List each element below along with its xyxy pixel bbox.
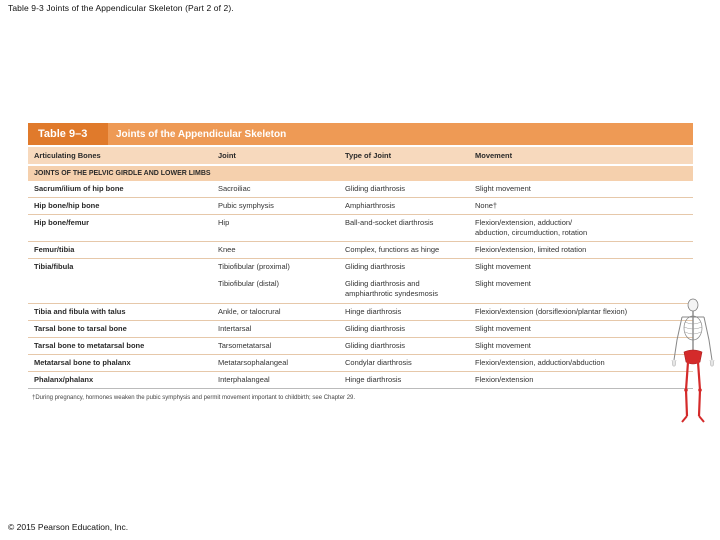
cell-type: Gliding diarthrosis [345,341,406,350]
cell-type [345,279,475,298]
cell-movement: Slight movement [475,262,531,271]
cell-type-line-2: amphiarthrotic syndesmosis [345,288,438,298]
skeleton-lower-limb-highlight-icon [670,298,716,426]
cell-joint: Intertarsal [218,324,252,333]
cell-joint: Hip [218,218,230,227]
cell-movement-line-1: Flexion/extension, adduction/ [475,218,573,227]
cell-bones: Hip bone/femur [34,218,90,227]
cell-bones: Tibia and fibula with talus [34,307,126,316]
copyright: © 2015 Pearson Education, Inc. [8,522,129,532]
column-header-row [28,147,693,164]
cell-movement: None† [475,201,498,210]
cell-joint: Pubic symphysis [218,201,274,210]
table-row [28,242,693,259]
table-row [28,259,693,276]
cell-joint: Tarsometatarsal [218,341,272,350]
table-row [28,181,693,198]
cell-joint: Knee [218,245,236,254]
cell-bones: Hip bone/hip bone [34,201,100,210]
cell-type-line-1: Gliding diarthrosis and [345,279,420,288]
cell-joint: Sacroiliac [218,184,251,193]
cell-movement: Slight movement [475,324,531,333]
cell-type: Gliding diarthrosis [345,324,406,333]
cell-movement: Flexion/extension [475,375,534,384]
cell-joint: Tibiofibular (proximal) [218,262,290,271]
table-body [28,181,693,389]
cell-joint: Tibiofibular (distal) [218,279,279,288]
cell-bones: Tarsal bone to metatarsal bone [34,341,145,350]
cell-movement: Slight movement [475,184,531,193]
cell-bones: Femur/tibia [34,245,75,254]
slide-title: Table 9-3 Joints of the Appendicular Skeleton (Part 2 of 2). [8,3,234,13]
cell-bones: Phalanx/phalanx [34,375,94,384]
table-header-bar [28,123,693,145]
cell-bones: Tarsal bone to tarsal bone [34,324,127,333]
cell-movement: Flexion/extension (dorsiflexion/plantar flexion) [475,307,628,316]
cell-movement: Slight movement [475,341,531,350]
section-heading: JOINTS OF THE PELVIC GIRDLE AND LOWER LIMBS [28,166,693,181]
cell-type: Amphiarthrosis [345,201,396,210]
cell-movement: Slight movement [475,279,531,288]
cell-type: Hinge diarthrosis [345,307,402,316]
column-header-type: Type of Joint [345,151,392,160]
table-footnote: †During pregnancy, hormones weaken the pubic symphysis and permit movement important to childbirth; see Chapter 29. [32,395,356,401]
cell-type: Condylar diarthrosis [345,358,412,367]
cell-bones: Metatarsal bone to phalanx [34,358,131,367]
table-row [28,355,693,372]
table-row [28,321,693,338]
table-row [28,276,693,304]
cell-movement: Flexion/extension, limited rotation [475,245,587,254]
cell-type: Hinge diarthrosis [345,375,402,384]
cell-type: Complex, functions as hinge [345,245,440,254]
table-number: Table 9–3 [28,123,108,145]
table-row [28,198,693,215]
cell-movement: Flexion/extension, adduction/abduction [475,358,605,367]
joints-table [28,123,693,413]
cell-bones: Tibia/fibula [34,262,74,271]
cell-joint: Ankle, or talocrural [218,307,281,316]
column-header-movement: Movement [475,151,513,160]
table-title: Joints of the Appendicular Skeleton [116,128,287,140]
cell-type: Gliding diarthrosis [345,262,406,271]
cell-type: Ball-and-socket diarthrosis [345,218,434,227]
cell-bones: Sacrum/ilium of hip bone [34,184,124,193]
cell-joint: Interphalangeal [218,375,270,384]
table-row [28,338,693,355]
column-header-bones: Articulating Bones [34,151,101,160]
cell-joint: Metatarsophalangeal [218,358,289,367]
table-row [28,304,693,321]
cell-movement-line-2: abduction, circumduction, rotation [475,227,588,237]
cell-type: Gliding diarthrosis [345,184,406,193]
table-row [28,215,693,242]
cell-movement [475,218,687,237]
column-header-joint: Joint [218,151,236,160]
table-row [28,372,693,389]
